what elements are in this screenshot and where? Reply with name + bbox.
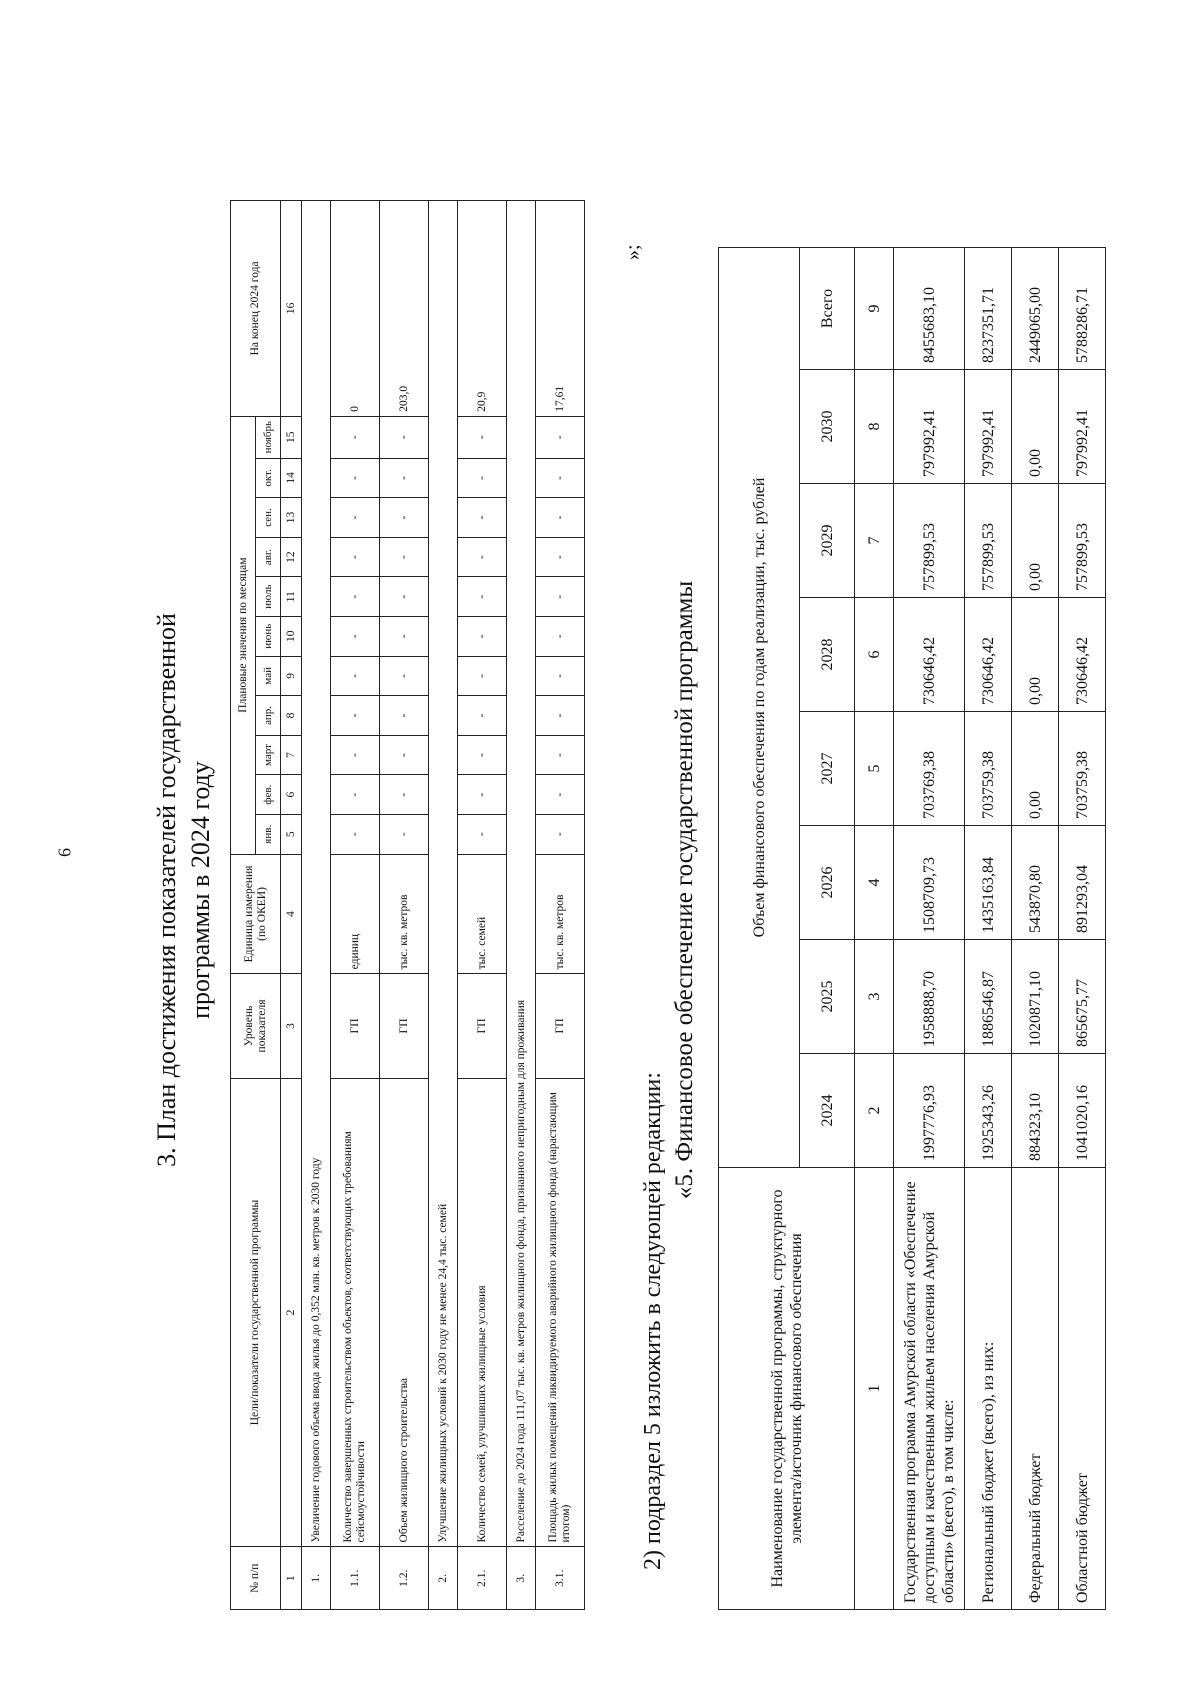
header-month: авг. — [256, 537, 281, 577]
indicator-text: Объем жилищного строительства — [380, 1078, 429, 1547]
month-value: - — [536, 577, 585, 617]
header-month: июнь — [256, 616, 281, 656]
fin-row — [894, 247, 965, 1609]
fin-row — [1012, 247, 1059, 1609]
closing-quote: »; — [622, 244, 644, 260]
month-value: - — [331, 656, 380, 696]
month-value: - — [536, 814, 585, 854]
fin-row-name: Государственная программа Амурской области «Обеспечение доступным и качественным жильем населения Амурской области» (всего), в том числе: — [894, 1168, 965, 1610]
goal-text: Увеличение годового объема ввода жилья до 0,352 млн. кв. метров к 2030 году — [302, 201, 331, 1547]
fin-value: 0,00 — [1012, 484, 1059, 598]
month-value: - — [458, 616, 507, 656]
rotated-page-content — [130, 170, 1110, 1610]
fin-header-volume: Объем финансового обеспечения по годам реализации, тыс. рублей — [719, 247, 800, 1167]
month-value: - — [458, 735, 507, 775]
column-number: 14 — [281, 458, 302, 498]
month-value: - — [536, 696, 585, 736]
column-number: 12 — [281, 537, 302, 577]
month-value: - — [380, 775, 429, 815]
section3-title-line2: программы в 2024 году — [186, 761, 215, 1019]
header-month: июль — [256, 577, 281, 617]
fin-row-name: Федеральный бюджет — [1012, 1168, 1059, 1610]
fin-column-number: 8 — [855, 370, 894, 484]
fin-value: 8237351,71 — [965, 247, 1012, 369]
month-value: - — [536, 616, 585, 656]
header-planned: Плановые значения по месяцам — [231, 416, 256, 854]
indicator-row — [536, 201, 585, 1610]
section3-title-line1: 3. План достижения показателей государственной — [152, 613, 181, 1167]
header-month: фев. — [256, 775, 281, 815]
fin-value: 1508709,73 — [894, 826, 965, 940]
indicator-level: ГП — [331, 974, 380, 1078]
goal-text: Расселение до 2024 года 111,07 тыс. кв. метров жилищного фонда, признанного непригодным для проживания — [507, 201, 536, 1547]
month-value: - — [380, 814, 429, 854]
row-number: 1.2. — [380, 1547, 429, 1610]
fin-column-number: 5 — [855, 712, 894, 826]
page-number: 6 — [54, 848, 75, 857]
goal-row — [429, 201, 458, 1610]
fin-value: 797992,41 — [1059, 370, 1106, 484]
column-number: 13 — [281, 498, 302, 538]
row-number: 1.1. — [331, 1547, 380, 1610]
month-value: - — [536, 498, 585, 538]
fin-value: 703769,38 — [894, 712, 965, 826]
row-number: 2. — [429, 1547, 458, 1610]
subsection-instruction: 2) подраздел 5 изложить в следующей редакции: — [640, 1072, 666, 1570]
fin-value: 0,00 — [1012, 370, 1059, 484]
month-value: - — [331, 416, 380, 458]
fin-value: 543870,80 — [1012, 826, 1059, 940]
month-value: - — [458, 498, 507, 538]
column-number: 15 — [281, 416, 302, 458]
month-value: - — [380, 416, 429, 458]
fin-value: 797992,41 — [894, 370, 965, 484]
month-value: - — [536, 775, 585, 815]
fin-header-year: 2027 — [800, 712, 855, 826]
indicator-row — [458, 201, 507, 1610]
indicator-level: ГП — [380, 974, 429, 1078]
fin-header-year: Всего — [800, 247, 855, 369]
month-value: - — [536, 656, 585, 696]
month-value: - — [458, 458, 507, 498]
fin-value: 5788286,71 — [1059, 247, 1106, 369]
year-end-value: 17,61 — [536, 201, 585, 417]
fin-row — [965, 247, 1012, 1609]
month-value: - — [458, 577, 507, 617]
month-value: - — [458, 775, 507, 815]
header-level: Уровень показателя — [231, 974, 281, 1078]
fin-value: 884323,10 — [1012, 1054, 1059, 1168]
indicator-unit: единиц — [331, 854, 380, 974]
fin-header-year: 2028 — [800, 598, 855, 712]
year-end-value: 203,0 — [380, 201, 429, 417]
month-value: - — [380, 537, 429, 577]
month-value: - — [380, 458, 429, 498]
fin-value: 8455683,10 — [894, 247, 965, 369]
month-value: - — [331, 458, 380, 498]
fin-row-name: Региональный бюджет (всего), из них: — [965, 1168, 1012, 1610]
section3-title — [150, 170, 218, 1610]
month-value: - — [331, 616, 380, 656]
row-number: 2.1. — [458, 1547, 507, 1610]
header-year-end: На конец 2024 года — [231, 201, 281, 417]
month-value: - — [380, 735, 429, 775]
fin-value: 1997776,93 — [894, 1054, 965, 1168]
goal-row — [302, 201, 331, 1610]
indicator-unit: тыс. семей — [458, 854, 507, 974]
indicator-text: Количество завершенных строительством объектов, соответствующих требованиям сейсмоустойчивости — [331, 1078, 380, 1547]
fin-header-year: 2029 — [800, 484, 855, 598]
fin-value: 703759,38 — [1059, 712, 1106, 826]
fin-value: 1041020,16 — [1059, 1054, 1106, 1168]
month-value: - — [331, 814, 380, 854]
month-value: - — [331, 537, 380, 577]
month-value: - — [380, 498, 429, 538]
column-number: 3 — [281, 974, 302, 1078]
fin-header-name: Наименование государственной программы, структурного элемента/источник финансового обеспечения — [719, 1168, 855, 1610]
indicator-row — [331, 201, 380, 1610]
header-month: март — [256, 735, 281, 775]
month-value: - — [380, 616, 429, 656]
month-value: - — [380, 656, 429, 696]
month-value: - — [458, 696, 507, 736]
fin-value: 703759,38 — [965, 712, 1012, 826]
year-end-value: 20,9 — [458, 201, 507, 417]
month-value: - — [380, 696, 429, 736]
column-number: 9 — [281, 656, 302, 696]
financing-table — [718, 247, 1106, 1610]
indicators-plan-table — [230, 200, 585, 1610]
fin-row-name: Областной бюджет — [1059, 1168, 1106, 1610]
month-value: - — [331, 577, 380, 617]
fin-value: 2449065,00 — [1012, 247, 1059, 369]
fin-value: 797992,41 — [965, 370, 1012, 484]
indicator-level: ГП — [458, 974, 507, 1078]
year-end-value: 0 — [331, 201, 380, 417]
month-value: - — [458, 537, 507, 577]
fin-value: 0,00 — [1012, 598, 1059, 712]
header-no: № п/п — [231, 1547, 281, 1610]
month-value: - — [331, 775, 380, 815]
column-number: 10 — [281, 616, 302, 656]
column-number: 2 — [281, 1078, 302, 1547]
month-value: - — [458, 416, 507, 458]
column-number: 6 — [281, 775, 302, 815]
fin-column-number: 6 — [855, 598, 894, 712]
fin-value: 1958888,70 — [894, 940, 965, 1054]
month-value: - — [458, 814, 507, 854]
fin-value: 1925343,26 — [965, 1054, 1012, 1168]
header-month: янв. — [256, 814, 281, 854]
fin-value: 891293,04 — [1059, 826, 1106, 940]
row-number: 1. — [302, 1547, 331, 1610]
header-goal: Цели/показатели государственной программы — [231, 1078, 281, 1547]
fin-header-year: 2026 — [800, 826, 855, 940]
indicator-text: Площадь жилых помещений ликвидируемого аварийного жилищного фонда (нарастающим итогом) — [536, 1078, 585, 1547]
header-month: май — [256, 656, 281, 696]
fin-value: 1020871,10 — [1012, 940, 1059, 1054]
goal-row — [507, 201, 536, 1610]
fin-column-number: 1 — [855, 1168, 894, 1610]
fin-header-year: 2030 — [800, 370, 855, 484]
fin-value: 730646,42 — [894, 598, 965, 712]
fin-column-number: 3 — [855, 940, 894, 1054]
column-number: 7 — [281, 735, 302, 775]
column-number: 5 — [281, 814, 302, 854]
column-number: 11 — [281, 577, 302, 617]
fin-value: 757899,53 — [1059, 484, 1106, 598]
fin-column-number: 2 — [855, 1054, 894, 1168]
fin-value: 865675,77 — [1059, 940, 1106, 1054]
month-value: - — [536, 458, 585, 498]
indicator-text: Количество семей, улучшивших жилищные условия — [458, 1078, 507, 1547]
month-value: - — [536, 735, 585, 775]
month-value: - — [458, 656, 507, 696]
month-value: - — [380, 577, 429, 617]
indicator-unit: тыс. кв. метров — [380, 854, 429, 974]
fin-value: 0,00 — [1012, 712, 1059, 826]
row-number: 3.1. — [536, 1547, 585, 1610]
column-number: 1 — [281, 1547, 302, 1610]
month-value: - — [331, 696, 380, 736]
fin-value: 730646,42 — [965, 598, 1012, 712]
header-month: сен. — [256, 498, 281, 538]
fin-value: 757899,53 — [894, 484, 965, 598]
header-month: апр. — [256, 696, 281, 736]
month-value: - — [331, 735, 380, 775]
indicator-row — [380, 201, 429, 1610]
indicator-level: ГП — [536, 974, 585, 1078]
column-number: 16 — [281, 201, 302, 417]
fin-column-number: 4 — [855, 826, 894, 940]
fin-value: 1435163,84 — [965, 826, 1012, 940]
fin-column-number: 9 — [855, 247, 894, 369]
month-value: - — [331, 498, 380, 538]
fin-header-year: 2024 — [800, 1054, 855, 1168]
fin-value: 1886546,87 — [965, 940, 1012, 1054]
fin-value: 757899,53 — [965, 484, 1012, 598]
fin-value: 730646,42 — [1059, 598, 1106, 712]
column-number: 8 — [281, 696, 302, 736]
header-unit: Единица измерения (по ОКЕИ) — [231, 854, 281, 974]
row-number: 3. — [507, 1547, 536, 1610]
indicator-unit: тыс. кв. метров — [536, 854, 585, 974]
goal-text: Улучшение жилищных условий к 2030 году не менее 24,4 тыс. семей — [429, 201, 458, 1547]
fin-row — [1059, 247, 1106, 1609]
month-value: - — [536, 537, 585, 577]
month-value: - — [536, 416, 585, 458]
fin-header-year: 2025 — [800, 940, 855, 1054]
header-month: окт. — [256, 458, 281, 498]
fin-column-number: 7 — [855, 484, 894, 598]
section5-title: «5. Финансовое обеспечение государственной программы — [671, 580, 698, 1200]
column-number: 4 — [281, 854, 302, 974]
header-month: ноябрь — [256, 416, 281, 458]
